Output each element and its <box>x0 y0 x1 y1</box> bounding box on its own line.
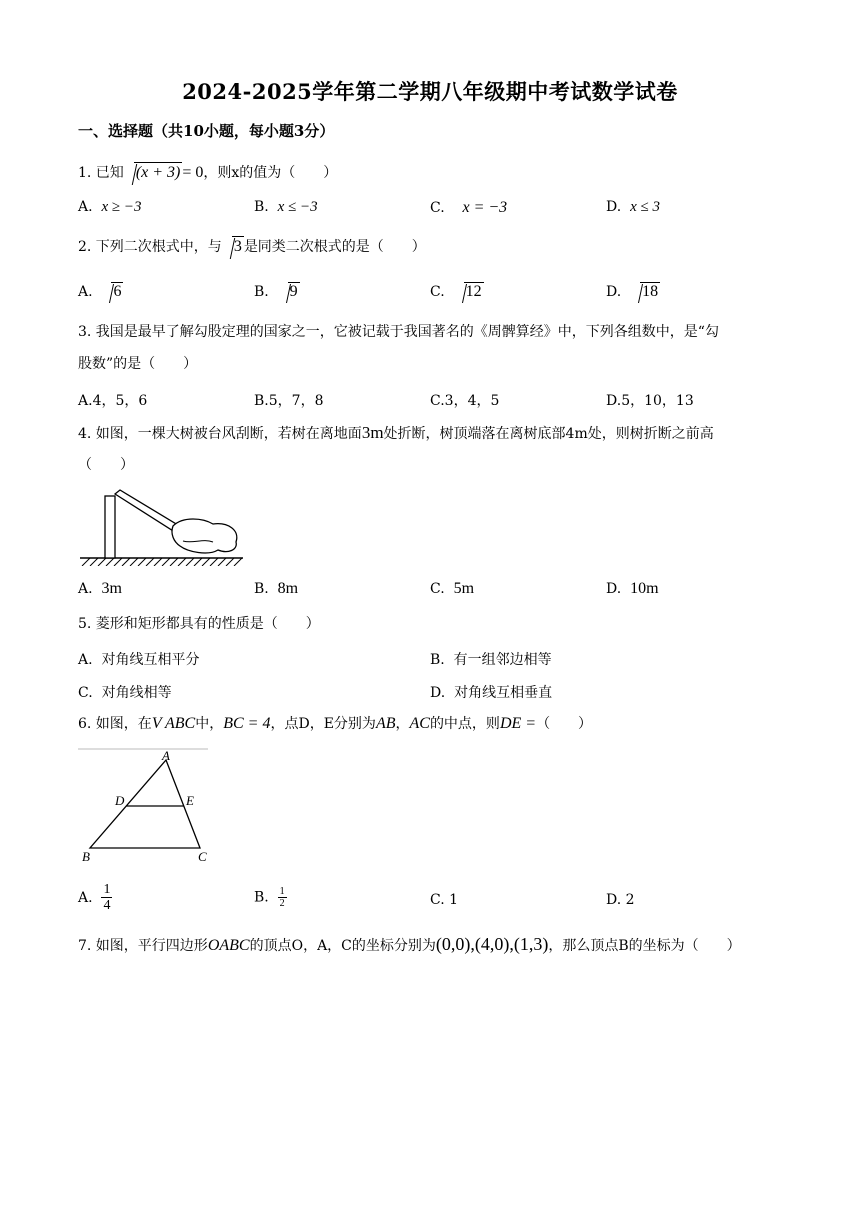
q6-text-a: 6. 如图，在 <box>78 716 152 732</box>
q1-suffix: ，则x的值为（ ） <box>203 165 338 181</box>
option-text: 5，7，8 <box>268 393 324 409</box>
q5-option-d[interactable] <box>430 682 552 702</box>
q4-value: 3m <box>361 423 384 442</box>
q6-option-c[interactable] <box>430 892 458 908</box>
option-label: D. <box>606 393 622 409</box>
page-title: 2024-2025学年第二学期八年级期中考试数学试卷 <box>182 79 678 104</box>
option-label: D. <box>606 581 622 597</box>
option-label: D. <box>606 284 622 300</box>
q2-sqrt-content: 3 <box>233 238 242 255</box>
option-label: A. <box>78 652 93 668</box>
q6-comma: ， <box>395 716 410 732</box>
q6-text-c: ，点D，E分别为 <box>270 716 376 732</box>
option-text: 2 <box>625 892 635 908</box>
q4-option-b[interactable] <box>254 580 298 598</box>
q2-option-a[interactable] <box>78 282 123 301</box>
q7-shape: OABC <box>207 937 250 954</box>
q4-option-d[interactable] <box>606 580 659 598</box>
q1-option-a[interactable] <box>78 199 141 216</box>
q1-eq: = 0 <box>182 164 204 181</box>
tree-crown <box>172 519 237 553</box>
q1-option-b[interactable] <box>254 199 318 216</box>
q2-suffix: 是同类二次根式的是（ ） <box>243 239 426 255</box>
q6-text-b: 中， <box>195 716 224 732</box>
label-e: E <box>186 793 194 808</box>
q6-option-a[interactable] <box>78 882 112 914</box>
option-label: C. <box>430 393 445 409</box>
option-text: x = −3 <box>462 199 508 216</box>
option-label: D. <box>606 199 622 215</box>
label-c: C <box>198 849 207 864</box>
option-label: C. <box>78 685 93 701</box>
option-label: A. <box>78 199 93 215</box>
question-3-line2: 股数”的是（ ） <box>78 356 198 372</box>
q1-sqrt-content: (x + 3) <box>135 164 181 181</box>
q6-bc: BC = 4 <box>223 715 271 732</box>
q2-option-b[interactable] <box>254 282 300 301</box>
q1-option-c[interactable] <box>430 199 507 217</box>
section-heading-choice: 一、选择题（共10小题，每小题3分） <box>78 122 335 140</box>
q5-option-a[interactable] <box>78 649 199 669</box>
q2-option-c[interactable] <box>430 282 484 301</box>
ground-hatching <box>82 558 242 566</box>
q6-de: DE = <box>499 715 537 732</box>
question-5: 5. 菱形和矩形都具有的性质是（ ） <box>78 616 320 632</box>
option-label: A. <box>78 581 93 597</box>
q2-sqrt <box>222 236 244 257</box>
option-label: A. <box>78 393 93 409</box>
option-text: 对角线互相垂直 <box>454 685 553 701</box>
q3-option-d[interactable] <box>606 390 694 410</box>
option-label: C. <box>430 581 445 597</box>
tree-figure <box>78 486 248 566</box>
question-2 <box>78 236 426 257</box>
q1-sqrt <box>124 162 183 183</box>
q5-option-b[interactable] <box>430 649 552 669</box>
option-label: B. <box>254 284 269 300</box>
option-text: 1 <box>449 892 459 908</box>
question-3-line1: 3. 我国是最早了解勾股定理的国家之一，它被记载于我国著名的《周髀算经》中，下列各组数中，是“勾 <box>78 324 719 340</box>
option-text: 有一组邻边相等 <box>453 652 552 668</box>
q4-text-a: 4. 如图，一棵大树被台风刮断，若树在离地面 <box>78 426 362 442</box>
option-label: D. <box>606 892 622 908</box>
q7-coords: (0,0),(4,0),(1,3) <box>435 934 549 954</box>
q3-option-b[interactable] <box>254 390 323 410</box>
option-text: 8m <box>277 580 299 597</box>
q6-option-d[interactable] <box>606 892 635 908</box>
q4-option-c[interactable] <box>430 580 474 598</box>
option-text: 4，5，6 <box>92 393 148 409</box>
option-text: 5，10，13 <box>621 393 694 409</box>
q6-triangle: V ABC <box>151 715 196 732</box>
option-label: A. <box>78 889 93 906</box>
question-1 <box>78 162 337 183</box>
q4-text-b: 处折断，树顶端落在离树底部4m处，则树折断之前高 <box>383 426 714 442</box>
q6-ab: AB <box>375 715 396 732</box>
option-sqrt: 9 <box>289 283 298 300</box>
option-text: x ≥ −3 <box>101 199 142 215</box>
option-label: C. <box>430 284 445 300</box>
label-b: B <box>82 849 90 864</box>
option-label: B. <box>254 199 269 215</box>
q7-text-b: 的顶点O，A，C的坐标分别为 <box>249 938 436 954</box>
option-text: x ≤ 3 <box>630 199 660 215</box>
option-text: 3，4，5 <box>444 393 500 409</box>
option-text: 对角线互相平分 <box>101 652 200 668</box>
q2-prefix: 2. 下列二次根式中，与 <box>78 239 222 255</box>
option-fraction: $\frac{1}{4}$ <box>103 882 111 914</box>
q3-option-a[interactable] <box>78 390 147 410</box>
q7-text-a: 7. 如图，平行四边形 <box>78 938 208 954</box>
option-label: A. <box>78 284 93 300</box>
q4-option-a[interactable] <box>78 580 122 598</box>
tree-trunk <box>105 496 115 558</box>
question-4-line2: （ ） <box>78 457 134 473</box>
q6-suffix: （ ） <box>536 716 593 732</box>
option-sqrt: 12 <box>465 283 482 300</box>
option-label: C. <box>430 892 445 908</box>
q5-option-c[interactable] <box>78 682 172 702</box>
option-fraction: $\frac{1}{2}$ <box>279 886 285 909</box>
option-text: 3m <box>101 580 122 597</box>
label-a: A <box>162 748 170 763</box>
question-7 <box>78 934 741 956</box>
question-6 <box>78 714 592 734</box>
option-label: B. <box>254 581 269 597</box>
q1-prefix: 1. 已知 <box>78 165 124 181</box>
option-sqrt: 18 <box>642 283 659 300</box>
q1-option-d[interactable] <box>606 199 660 216</box>
q7-suffix: ，那么顶点B的坐标为（ ） <box>548 938 741 954</box>
q6-option-b[interactable] <box>254 886 287 909</box>
q6-text-d: 的中点，则 <box>429 716 500 732</box>
option-label: C. <box>430 200 445 216</box>
option-text: 5m <box>453 580 475 597</box>
question-4-line1 <box>78 423 714 444</box>
option-label: B. <box>254 889 269 906</box>
option-label: B. <box>254 393 269 409</box>
q6-ac: AC <box>409 715 430 732</box>
q2-option-d[interactable] <box>606 282 660 301</box>
option-label: B. <box>430 652 445 668</box>
option-text: x ≤ −3 <box>277 199 318 215</box>
q3-option-c[interactable] <box>430 390 499 410</box>
option-text: 对角线相等 <box>101 685 172 701</box>
triangle-figure <box>78 748 218 868</box>
option-sqrt: 6 <box>113 283 122 300</box>
label-d: D <box>115 793 125 808</box>
option-text: 10m <box>630 580 659 597</box>
option-label: D. <box>430 685 446 701</box>
